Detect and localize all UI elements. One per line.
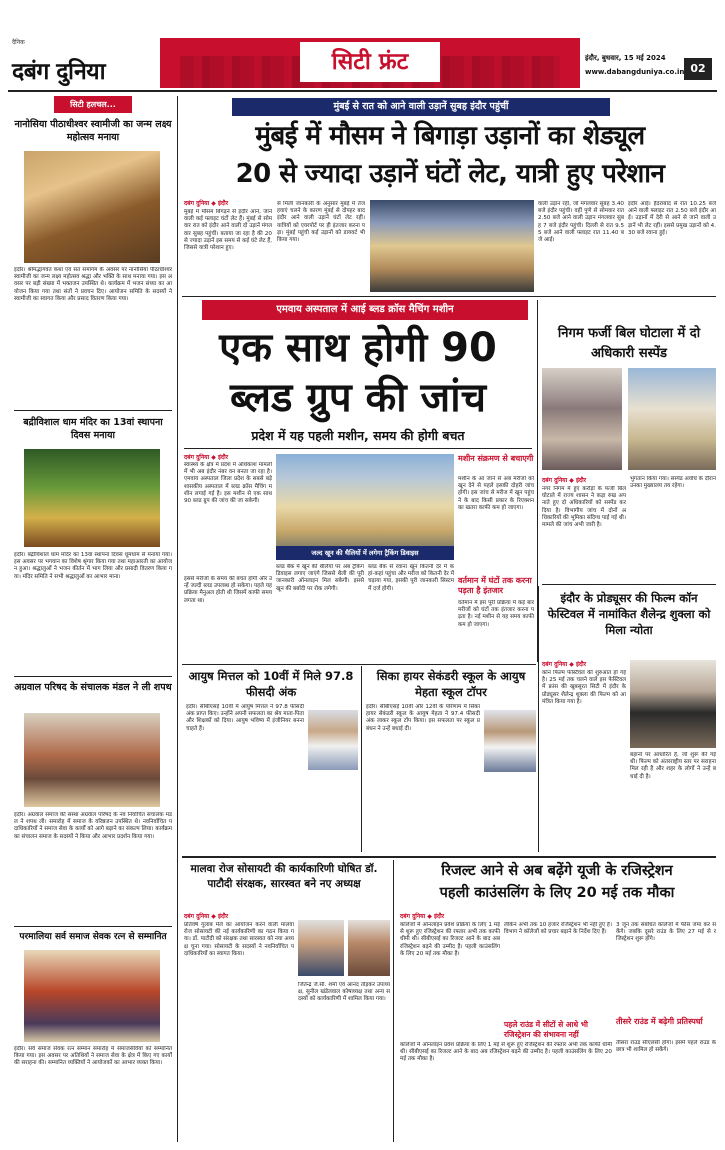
mid-story-kicker	[202, 300, 528, 320]
right-story-2-byline: दबंग दुनिया ◆ इंदौर	[542, 661, 587, 668]
top-story-headline-1: मुंबई में मौसम ने बिगाड़ा उड़ानों का शेड्यूल	[255, 121, 645, 151]
mid-story-col-1: स्वास्थ्य के क्षेत्र में प्रदेश में अधिकांश मामलों में भी अब इंदौर नंबर वन बनता जा रहा है। एमवाय अस्पताल जिला प्रदेश के सबसे बड़े शासकीय अस्पताल में ब्लड क्रॉस मैचिंग मशीन लगाई गई है। इस मशीन से एक साथ 90 ब्लड ग्रुप की जांच की जा सकेगी।	[184, 462, 272, 505]
mid-story-photo-caption	[276, 546, 454, 560]
bottom-right-sub-2: तीसरे राउंड में बढ़ेगी प्रतिस्पर्धा	[616, 1017, 703, 1026]
right-story-2-photo	[630, 660, 716, 748]
sidebar-story-2-photo	[24, 449, 160, 547]
bottom-right-text-4: तीसरा राउंड सीएलसी होगा। इसमें पहले राउंड के छात्र भी शामिल हो सकेंगे।	[616, 1040, 716, 1054]
right-story-1-text: नगर निगम में हुए करोड़ों के फर्जी बिल घोटाले में राज्य शासन ने कड़ा रुख अपनाते हुए दो अधिकारियों को सस्पेंड कर दिया है। विभागीय जांच में दोनों अधिकारियों की भूमिका संदिग्ध पाई गई थी। मामले की जांच अभी जारी है।	[542, 486, 626, 529]
masthead-rule	[8, 90, 717, 92]
bottom-left-text-2: जितेन्द्र जे.सी. शर्मा एवं आनंद तोड़कर उपाध्यक्ष, सुनील खंडेलवाल कोषाध्यक्ष तथा अन्य सदस्यों को कार्यकारिणी में शामिल किया गया।	[298, 982, 390, 1003]
logo-small: दैनिक	[12, 39, 25, 46]
divider	[182, 664, 536, 665]
bottom-left-text: प्रतिवर्ष गुलाब मेले का आयोजन करने वाली मालवा रोज सोसायटी की नई कार्यकारिणी का गठन किया गया। डॉ. पाटौदी को संरक्षक तथा सारस्वत को नया अध्यक्ष चुना गया। सोसायटी के सदस्यों ने नवनिर्वाचित पदाधिकारियों का स्वागत किया।	[184, 922, 294, 957]
bottom-right-text-3: 3 जून तक संबंधित कॉलेजों में फीस जमा कर सकेंगे। जबकि दूसरे राउंड के लिए 27 मई से रजिस्ट्रेशन शुरू होंगे।	[616, 922, 716, 943]
mid-story-photo-caption-text: जल्द खून की थैलियों में लगेगा ट्रैकिंग डिवाइस	[311, 549, 419, 557]
date-line: इंदौर, बुधवार, 15 मई 2024	[585, 54, 666, 62]
right-story-1-headline: निगम फर्जी बिल घोटाला में दो अधिकारी सस्पेंड	[557, 326, 701, 361]
strip-story-1-headline: आयुष मित्तल को 10वीं में मिले 97.8 फीसदी अंक	[188, 669, 354, 699]
sidebar-story-1-title: नानोसिया पीठाधीश्वर स्वामीजी का जन्म लक्ष्य महोत्सव मनाया	[14, 119, 172, 143]
mid-story-headline-2: ब्लड ग्रुप की जांच	[230, 375, 486, 421]
top-story-kicker	[232, 98, 610, 116]
sidebar-story-3-title: अग्रवाल परिषद के संचालक मंडल ने ली शपथ	[14, 682, 172, 693]
bottom-left-headline: मालवा रोज सोसायटी की कार्यकारिणी घोषित डॉ. पाटौदी संरक्षक, सारस्वत बने नए अध्यक्ष	[190, 863, 378, 890]
bottom-left-byline: दबंग दुनिया ◆ इंदौर	[184, 913, 229, 920]
section-title: सिटी फ्रंट	[331, 49, 409, 75]
divider	[14, 676, 172, 677]
right-story-1-photo-2	[628, 368, 716, 470]
strip-story-1-photo	[308, 710, 358, 770]
bottom-right-headline-2: पहली काउंसलिंग के लिए 20 मई तक मौका	[439, 885, 675, 901]
page-number: 02	[684, 58, 712, 80]
mid-story-headline-1: एक साथ होगी 90	[219, 325, 497, 371]
sidebar-story-2-title: बद्रीविशाल धाम मंदिर का 13वां स्थापना दिवस मनाया	[23, 417, 163, 441]
section-title-box	[300, 42, 440, 82]
divider	[182, 296, 716, 297]
sidebar-story-3-photo	[24, 713, 160, 807]
top-story-byline: दबंग दुनिया ◆ इंदौर	[184, 200, 229, 207]
website: www.dabangduniya.co.in	[585, 68, 685, 76]
section-band	[160, 38, 580, 88]
right-story-1-caption: भुगतान किया गया। सस्पेंड अवधि के दौरान उनका मुख्यालय तय रहेगा।	[630, 476, 716, 490]
sidebar-story-2-text: इंदौर। बद्रीविशाल धाम मंदिर का 13वां स्थापना दिवस धूमधाम से मनाया गया। इस अवसर पर भगवान का विशेष श्रृंगार किया गया तथा महाआरती का आयोजन हुआ। श्रद्धालुओं ने भजन कीर्तन में भाग लिया और प्रसादी वितरण किया गया। मंदिर समिति ने सभी श्रद्धालुओं का आभार माना।	[14, 552, 172, 580]
bottom-right-sub: पहले राउंड में सीटों से आधे भी रजिस्ट्रेशन की संभावना नहीं	[504, 1020, 588, 1039]
column-rule	[177, 96, 178, 1142]
sidebar-story-3-text: इंदौर। अग्रवाल समाज की संस्था अग्रवाल परिषद के नव निर्वाचित संचालक मंडल ने शपथ ली। समारोह में समाज के वरिष्ठजन उपस्थित थे। नवनिर्वाचित पदाधिकारियों ने समाज सेवा के कार्यों को आगे बढ़ाने का संकल्प लिया। कार्यक्रम का संचालन समाज के सदस्यों ने किया और आभार प्रदर्शन किया गया।	[14, 812, 172, 840]
divider	[542, 584, 716, 585]
top-story-col-2: से मिली जानकारी के अनुसार मुंबई में तेज हवाएं चलने के कारण मुंबई से दोपहर बाद इंदौर आने वाली उड़ानें घंटों लेट रहीं। यात्रियों को एयरपोर्ट पर ही इंतजार करना पड़ा। मुंबई पहुंची कई उड़ानों को डायवर्ट भी किया गया।	[277, 201, 365, 244]
top-story-kicker-text: मुंबई से रात को आने वाली उड़ानें सुबह इंदौर पहुंचीं	[333, 101, 509, 112]
top-story-airport-photo	[370, 200, 534, 292]
divider	[14, 926, 172, 927]
mid-story-byline: दबंग दुनिया ◆ इंदौर	[184, 454, 229, 461]
bottom-left-photo-1	[298, 920, 344, 976]
top-story-col-3: वाली उड़ान रही, जो मंगलवार सुबह 3.40 बजे इंदौर पहुंची। वहीं पुणे से सोमवार रात 2.50 बजे आने वाली उड़ान मंगलवार सुबह 7 बजे इंदौर पहुंची। दिल्ली से रात 9.55 बजे आने वाली फ्लाइट रात 11.40 बजे आई।	[538, 201, 624, 244]
column-rule	[361, 666, 362, 852]
right-story-2-text-2: बहानों पर आधारित है, जो शुरू की गई थी। फिल्म को अंतरराष्ट्रीय स्तर पर सराहना मिल रही है और शहर के लोगों ने उन्हें बधाई दी है।	[630, 752, 716, 780]
top-story-col-4: इंदौर आई। हैदराबाद से रात 10.25 बजे आने वाली फ्लाइट रात 2.50 बजे इंदौर आई। उड़ानों में देरी से आने से जाने वाली उड़ानें भी लेट रहीं। इससे प्रमुख उड़ानों को 4.30 बजे रवाना हुई।	[628, 201, 716, 236]
bottom-right-text-5: कॉलेजों में ऑनलाइन प्रवेश प्रक्रिया के लिए 1 मई से शुरू हुए रजिस्ट्रेशन की रफ्तार अभी तक काफी धीमी थी। सीबीएसई का रिजल्ट आने के बाद अब रजिस्ट्रेशन बढ़ने की उम्मीद है। पहली काउंसलिंग के लिए 20 मई तक मौका है।	[400, 1042, 612, 1063]
mid-story-sub-1-text: मशीन के आ जाने से अब मरीजों को खून देने से पहले इसकी दोहरी जांच होगी। इस जांच से मरीज में खून पहुंचने के बाद किसी प्रकार के रिएक्शन का खतरा काफी कम हो जाएगा।	[458, 476, 534, 511]
top-story-headline-2: 20 से ज्यादा उड़ानें घंटों लेट, यात्री हुए परेशान	[235, 159, 665, 189]
sidebar-story-4-photo	[24, 950, 160, 1042]
bottom-right-text-2: लेकिन अभी तक 10 हजार रजिस्ट्रेशन भी नहीं हुए हैं। विभाग ने कॉलेजों को प्रचार बढ़ाने के निर्देश दिए हैं।	[504, 922, 612, 936]
sidebar-label-text: सिटी हलचल...	[70, 100, 116, 109]
strip-story-1-text: इंदौर। सीबीएसई 10वीं में आयुष मित्तल ने 97.8 फीसदी अंक प्राप्त किए। उन्होंने अपनी सफलता का श्रेय माता-पिता और शिक्षकों को दिया। आयुष भविष्य में इंजीनियर बनना चाहते हैं।	[186, 704, 304, 732]
bottom-right-text: कॉलेजों में ऑनलाइन प्रवेश प्रक्रिया के लिए 1 मई से शुरू हुए रजिस्ट्रेशन की रफ्तार अभी तक काफी धीमी थी। सीबीएसई का रिजल्ट आने के बाद अब रजिस्ट्रेशन बढ़ने की उम्मीद है। पहली काउंसलिंग के लिए 20 मई तक मौका है।	[400, 922, 500, 957]
bottom-left-photo-2	[348, 920, 390, 976]
sidebar	[10, 96, 175, 1141]
mid-story-col-3: ब्लड बैंक में खून की थैलियों पर अब ट्रैकिंग डिवाइस लगाए जाएंगे जिससे थैली की पूरी जानकारी ऑनलाइन मिल सकेगी। इससे खून की बर्बादी पर रोक लगेगी।	[276, 564, 364, 592]
strip-story-2-headline: सिका हायर सेकंडरी स्कूल के आयुष मेहता स्कूल टॉपर	[376, 669, 526, 699]
column-rule	[538, 586, 539, 852]
sidebar-label	[54, 96, 132, 113]
right-story-1-byline: दबंग दुनिया ◆ इंदौर	[542, 477, 587, 484]
right-story-2-headline: इंदौर के प्रोड्यूसर की फिल्म कॉन फेस्टिवल में नामांकित शैलेन्द्र शुक्ला को मिला न्योता	[547, 591, 711, 637]
divider	[182, 856, 716, 858]
divider	[184, 448, 532, 449]
column-rule	[393, 860, 394, 1142]
strip-story-2-text: इंदौर। सीबीएसई 10वीं और 12वीं के परिणाम में सिका हायर सेकंडरी स्कूल के आयुष मेहता ने 97.4 फीसदी अंक लाकर स्कूल टॉप किया। इस सफलता पर स्कूल प्रबंधन ने उन्हें बधाई दी।	[366, 704, 480, 732]
sidebar-story-4-title: परमालिया सर्व समाज सेवक रत्न से सम्मानित	[19, 932, 167, 942]
mid-story-col-2: इससे मरीजों के समय की बचत होगी और उन्हें जल्दी ब्लड उपलब्ध हो सकेगा। पहले यह प्रक्रिया मैनुअल होती थी जिसमें काफी समय लगता था।	[184, 576, 272, 604]
sidebar-story-1-photo	[24, 151, 160, 263]
masthead	[0, 0, 725, 92]
divider	[14, 410, 172, 411]
mid-story-sub-2: वर्तमान में घंटों तक करना पड़ता है इंतजार	[458, 576, 532, 595]
bottom-right-headline-1: रिजल्ट आने से अब बढ़ेंगे यूजी के रजिस्ट्रेशन	[441, 863, 673, 879]
mid-story-col-4: ब्लड बैंक से रवाना खून कितनी देर में कहां-कहां पहुंचा और मरीज को कितनी देर में चढ़ाया गया, इसकी पूरी जानकारी सिस्टम में दर्ज होगी।	[368, 564, 454, 592]
sidebar-story-4-text: इंदौर। सर्व समाज सेवक रत्न सम्मान समारोह में समाजसेवियों को सम्मानित किया गया। इस अवसर पर अतिथियों ने समाज सेवा के क्षेत्र में किए गए कार्यों की सराहना की। सम्मानित व्यक्तियों ने आयोजकों का आभार व्यक्त किया।	[14, 1046, 172, 1067]
mid-story-sub-1: मशीन संक्रमण से बचाएगी	[458, 454, 534, 463]
right-story-1-photo	[542, 368, 622, 470]
right-story-2-text: कॉन फिल्म फेस्टिवल की शुरुआत हो गई है। 25 मई तक चलने वाले इस फेस्टिवल में फ्रांस की खुबसूरत सिटी में इंदौर के प्रोड्यूसर शैलेन्द्र शुक्ला की फिल्म को आमंत्रित किया गया है।	[542, 670, 626, 705]
strip-story-2-photo	[484, 710, 536, 772]
mid-story-sub-2-text: वर्तमान में इस पूरी प्रक्रिया में कई बार मरीजों को घंटों तक इंतजार करना पड़ता है। नई मशीन से यह समय काफी कम हो जाएगा।	[458, 600, 534, 628]
top-story-col-1: मुंबई में मौसम बिगड़ने से इंदौर आने, जाने वाली कई फ्लाइट घंटों लेट हैं। मुंबई से सोमवार रात को इंदौर आने वाली दो उड़ानें मंगलवार सुबह पहुंचीं। बताया जा रहा है की 20 से ज्यादा उड़ानें इस समय से कई घंटे लेट हैं, जिससे यात्री परेशान हुए।	[184, 209, 272, 252]
mid-story-kicker-text: एमवाय अस्पताल में आई ब्लड क्रॉस मैचिंग मशीन	[276, 304, 454, 315]
sidebar-story-1-text: इंदौर। श्रीमद्भागवत कथा एवं संत समागम के अवसर पर नानोसिया पीठाधीश्वर स्वामीजी का जन्म लक्ष्य महोत्सव श्रद्धा और भक्ति के साथ मनाया गया। इस अवसर पर बड़ी संख्या में भक्तजन उपस्थित थे। कार्यक्रम में भजन संध्या का आयोजन किया गया तथा संतों ने प्रवचन दिए। आयोजन समिति के सदस्यों ने स्वामीजी का स्वागत किया और प्रसाद वितरण किया गया।	[14, 267, 172, 302]
mid-story-hospital-photo	[276, 454, 454, 550]
mid-story-deck: प्रदेश में यह पहली मशीन, समय की होगी बचत	[251, 428, 465, 443]
logo: दबंग दुनिया	[12, 59, 106, 85]
bottom-right-byline: दबंग दुनिया ◆ इंदौर	[400, 913, 445, 920]
